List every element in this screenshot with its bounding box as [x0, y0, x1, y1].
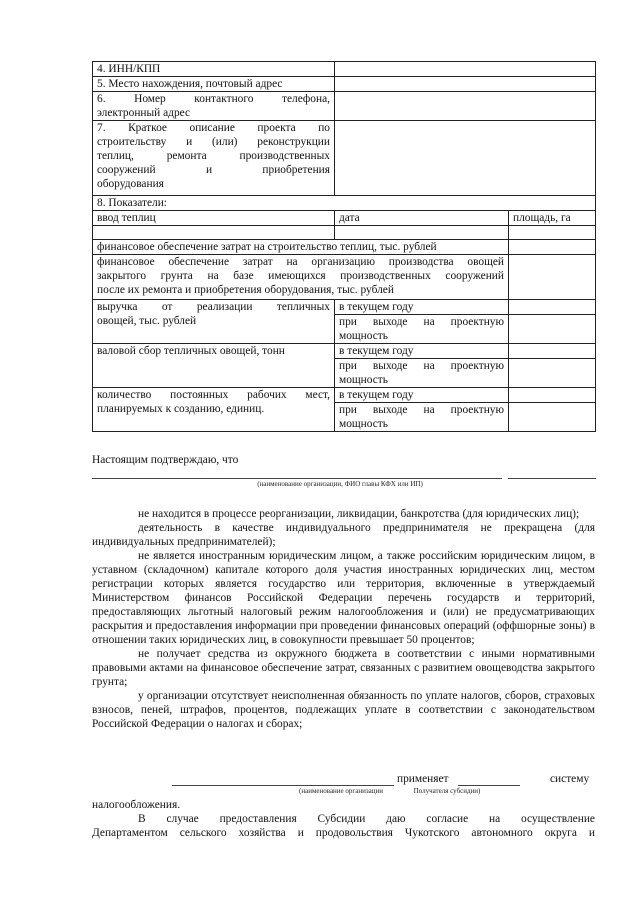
applies-recipient-hint: Получателя субсидии): [413, 787, 481, 795]
revenue-current-year-label: в текущем году: [335, 300, 509, 315]
workplaces-label: количество постоянных рабочих мест, планируемых к созданию, единиц.: [93, 388, 335, 432]
row-phone-label: 6. Номер контактного телефона, электронный адрес: [93, 92, 335, 121]
workplaces-design-capacity-value[interactable]: [509, 403, 596, 432]
application-table: [92, 61, 596, 432]
organization-name-line-end[interactable]: [508, 478, 596, 479]
organization-name-line[interactable]: [92, 478, 502, 479]
row-indicators-header: 8. Показатели:: [93, 196, 596, 211]
harvest-label: валовой сбор тепличных овощей, тонн: [93, 344, 335, 388]
row-inn-kpp-value[interactable]: [335, 62, 596, 77]
consent-line-1: В случае предоставления Субсидии даю согласие на осуществление: [138, 813, 595, 825]
organization-name-hint: (наименование организации, ФИО главы КФХ или ИП): [257, 480, 423, 488]
harvest-design-capacity-label: при выходе на проектную мощность: [335, 359, 509, 388]
workplaces-current-year-value[interactable]: [509, 388, 596, 403]
greenhouse-input-blank: [93, 226, 335, 240]
revenue-current-year-value[interactable]: [509, 300, 596, 315]
taxation-word: налогообложения.: [92, 799, 181, 811]
row-project-value[interactable]: [335, 121, 596, 196]
harvest-design-capacity-value[interactable]: [509, 359, 596, 388]
fin-production-label: финансовое обеспечение затрат на организацию производства овощей закрытого грунта на базе имеющихся производственных сооружений после их ремонта и приобретения оборудования, тыс. рублей: [93, 255, 509, 300]
confirmation-intro: Настоящим подтверждаю, что: [92, 454, 239, 466]
fin-production-value[interactable]: [509, 255, 596, 300]
row-address-label: 5. Место нахождения, почтовый адрес: [93, 77, 335, 92]
row-phone-value[interactable]: [335, 92, 596, 121]
greenhouse-date-value[interactable]: [335, 226, 509, 240]
paragraph-entrepreneur-active: деятельность в качестве индивидуального предпринимателя не прекращена (для индивидуальных предпринимателей);: [92, 522, 595, 548]
workplaces-current-year-label: в текущем году: [335, 388, 509, 403]
workplaces-design-capacity-label: при выходе на проектную мощность: [335, 403, 509, 432]
applies-org-hint: (наименование организации: [299, 787, 383, 795]
row-project-label: 7. Краткое описание проекта по строительству и (или) реконструкции теплиц, ремонта производственных сооружений и приобретения оборудования: [93, 121, 335, 196]
revenue-design-capacity-value[interactable]: [509, 315, 596, 344]
consent-paragraph: [92, 812, 595, 840]
row-address-value[interactable]: [335, 77, 596, 92]
revenue-label: выручка от реализации тепличных овощей, тыс. рублей: [93, 300, 335, 344]
harvest-current-year-value[interactable]: [509, 344, 596, 359]
fin-construction-value[interactable]: [509, 240, 596, 255]
paragraph-no-tax-debt: у организации отсутствует неисполненная обязанность по уплате налогов, сборов, страховых взносов, пеней, штрафов, процентов, подлежащих уплате в соответствии с законодательством Российской Федерации о налогах и сборах;: [92, 690, 595, 730]
paragraph-no-other-funds: не получает средства из окружного бюджета в соответствии с иными нормативными правовыми актами на финансовое обеспечение затрат, связанных с развитием овощеводства закрытого грунта;: [92, 648, 595, 688]
greenhouse-area-value[interactable]: [509, 226, 596, 240]
tax-system-line[interactable]: [458, 785, 520, 786]
applies-org-line[interactable]: [172, 785, 394, 786]
harvest-current-year-label: в текущем году: [335, 344, 509, 359]
date-column-header: дата: [335, 211, 509, 226]
fin-construction-label: финансовое обеспечение затрат на строительство теплиц, тыс. рублей: [93, 240, 509, 255]
confirmation-paragraphs: [92, 507, 595, 731]
paragraph-no-reorganization: не находится в процессе реорганизации, ликвидации, банкротства (для юридических лиц);: [138, 508, 580, 520]
row-inn-kpp-label: 4. ИНН/КПП: [93, 62, 335, 77]
revenue-design-capacity-label: при выходе на проектную мощность: [335, 315, 509, 344]
area-column-header: площадь, га: [509, 211, 596, 226]
system-label: систему: [550, 773, 590, 785]
consent-line-2: Департаментом сельского хозяйства и продовольствия Чукотского автономного округа и: [92, 827, 595, 839]
greenhouse-input-label: ввод теплиц: [93, 211, 335, 226]
paragraph-not-foreign: не является иностранным юридическим лицом, а также российским юридическим лицом, в уставном (складочном) капитале которого доля участия иностранных юридических лиц, местом регистрации которых является государство или территория, включенные в утверждаемый Министерством финансов Российской Федерации перечень государств и территорий, предоставляющих льготный налоговый режим налогообложения и (или) не предусматривающих раскрытия и предоставления информации при проведении финансовых операций (оффшорные зоны) в отношении таких юридических лиц, в совокупности превышает 50 процентов;: [92, 550, 595, 646]
applies-label: применяет: [397, 773, 449, 785]
